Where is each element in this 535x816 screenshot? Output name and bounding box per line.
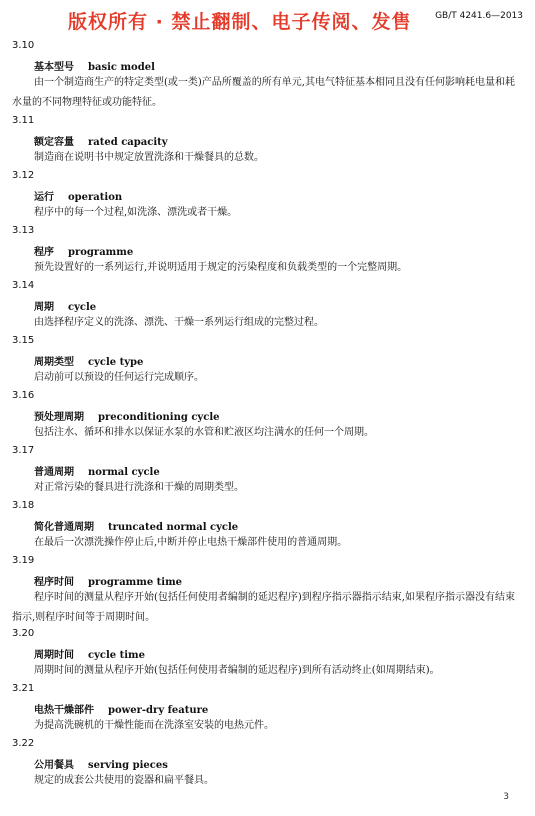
term-definition: 在最后一次漂洗操作停止后,中断并停止电热干燥部件使用的普通周期。 xyxy=(34,537,348,548)
term-en: normal cycle xyxy=(88,467,160,478)
term-definition: 由选择程序定义的洗涤、漂洗、干燥一系列运行组成的完整过程。 xyxy=(34,317,324,328)
term-zh: 运行 xyxy=(34,192,54,203)
term-zh: 普通周期 xyxy=(34,467,74,478)
clause-number: 3.12 xyxy=(12,170,35,181)
term-en: preconditioning cycle xyxy=(98,412,220,423)
term-zh: 公用餐具 xyxy=(34,760,74,771)
term-definition: 对正常污染的餐具进行洗涤和干燥的周期类型。 xyxy=(34,482,244,493)
term-heading xyxy=(34,133,168,148)
term-heading xyxy=(34,298,96,313)
term-definition: 程序中的每一个过程,如洗涤、漂洗或者干燥。 xyxy=(34,207,238,218)
term-en: rated capacity xyxy=(88,137,168,148)
page-number: 3 xyxy=(503,792,509,802)
term-heading xyxy=(34,573,182,588)
term-heading xyxy=(34,353,143,368)
term-zh: 电热干燥部件 xyxy=(34,705,94,716)
term-heading xyxy=(34,701,208,716)
term-en: cycle type xyxy=(88,357,144,368)
clause-number: 3.14 xyxy=(12,280,35,291)
clause-number: 3.20 xyxy=(12,628,35,639)
term-definition: 程序时间的测量从程序开始(包括任何使用者编制的延迟程序)到程序指示器指示结束,如果程序指示器没有结束指示,则程序时间等于周期时间。 xyxy=(12,592,515,623)
term-heading xyxy=(34,188,122,203)
clause-number: 3.22 xyxy=(12,738,35,749)
term-zh: 程序时间 xyxy=(34,577,74,588)
term-definition: 包括注水、循环和排水以保证水泵的水管和贮液区均注满水的任何一个周期。 xyxy=(34,427,374,438)
term-definition: 启动前可以预设的任何运行完成顺序。 xyxy=(34,372,204,383)
clause-number: 3.16 xyxy=(12,390,35,401)
term-en: programme time xyxy=(88,577,183,588)
term-en: truncated normal cycle xyxy=(108,522,239,533)
term-zh: 预处理周期 xyxy=(34,412,84,423)
term-en: power-dry feature xyxy=(108,705,209,716)
term-zh: 程序 xyxy=(34,247,54,258)
term-zh: 额定容量 xyxy=(34,137,74,148)
standard-code: GB/T 4241.6—2013 xyxy=(435,11,523,21)
term-en: cycle time xyxy=(88,650,145,661)
term-en: operation xyxy=(68,192,123,203)
term-definition: 由一个制造商生产的特定类型(或一类)产品所覆盖的所有单元,其电气特征基本相同且没有任何影响耗电量和耗水量的不同物理特征或功能特征。 xyxy=(12,77,515,108)
term-zh: 周期时间 xyxy=(34,650,74,661)
term-heading xyxy=(34,463,160,478)
term-heading xyxy=(34,518,238,533)
clause-number: 3.11 xyxy=(12,115,35,126)
clause-number: 3.13 xyxy=(12,225,35,236)
term-heading xyxy=(34,243,133,258)
clause-number: 3.15 xyxy=(12,335,35,346)
term-definition: 为提高洗碗机的干燥性能而在洗涤室安装的电热元件。 xyxy=(34,720,274,731)
term-definition: 预先设置好的一系列运行,并说明适用于规定的污染程度和负载类型的一个完整周期。 xyxy=(34,262,408,273)
term-en: basic model xyxy=(88,62,155,73)
term-definition: 制造商在说明书中规定放置洗涤和干燥餐具的总数。 xyxy=(34,152,264,163)
term-en: cycle xyxy=(68,302,97,313)
term-definition: 周期时间的测量从程序开始(包括任何使用者编制的延迟程序)到所有活动终止(如周期结束)。 xyxy=(34,665,440,676)
term-heading xyxy=(34,408,220,423)
term-zh: 周期类型 xyxy=(34,357,74,368)
watermark-banner: 版权所有 · 禁止翻制、电子传阅、发售 xyxy=(68,11,412,33)
term-heading xyxy=(34,646,145,661)
term-definition: 规定的成套公共使用的瓷器和扁平餐具。 xyxy=(34,775,214,786)
term-heading xyxy=(34,756,168,771)
term-heading xyxy=(34,58,155,73)
term-zh: 简化普通周期 xyxy=(34,522,94,533)
clause-number: 3.17 xyxy=(12,445,35,456)
clause-number: 3.18 xyxy=(12,500,35,511)
term-zh: 周期 xyxy=(34,302,54,313)
clause-number: 3.21 xyxy=(12,683,35,694)
term-en: programme xyxy=(68,247,134,258)
clause-number: 3.19 xyxy=(12,555,35,566)
term-zh: 基本型号 xyxy=(34,62,74,73)
clause-number: 3.10 xyxy=(12,40,35,51)
term-en: serving pieces xyxy=(88,760,168,771)
